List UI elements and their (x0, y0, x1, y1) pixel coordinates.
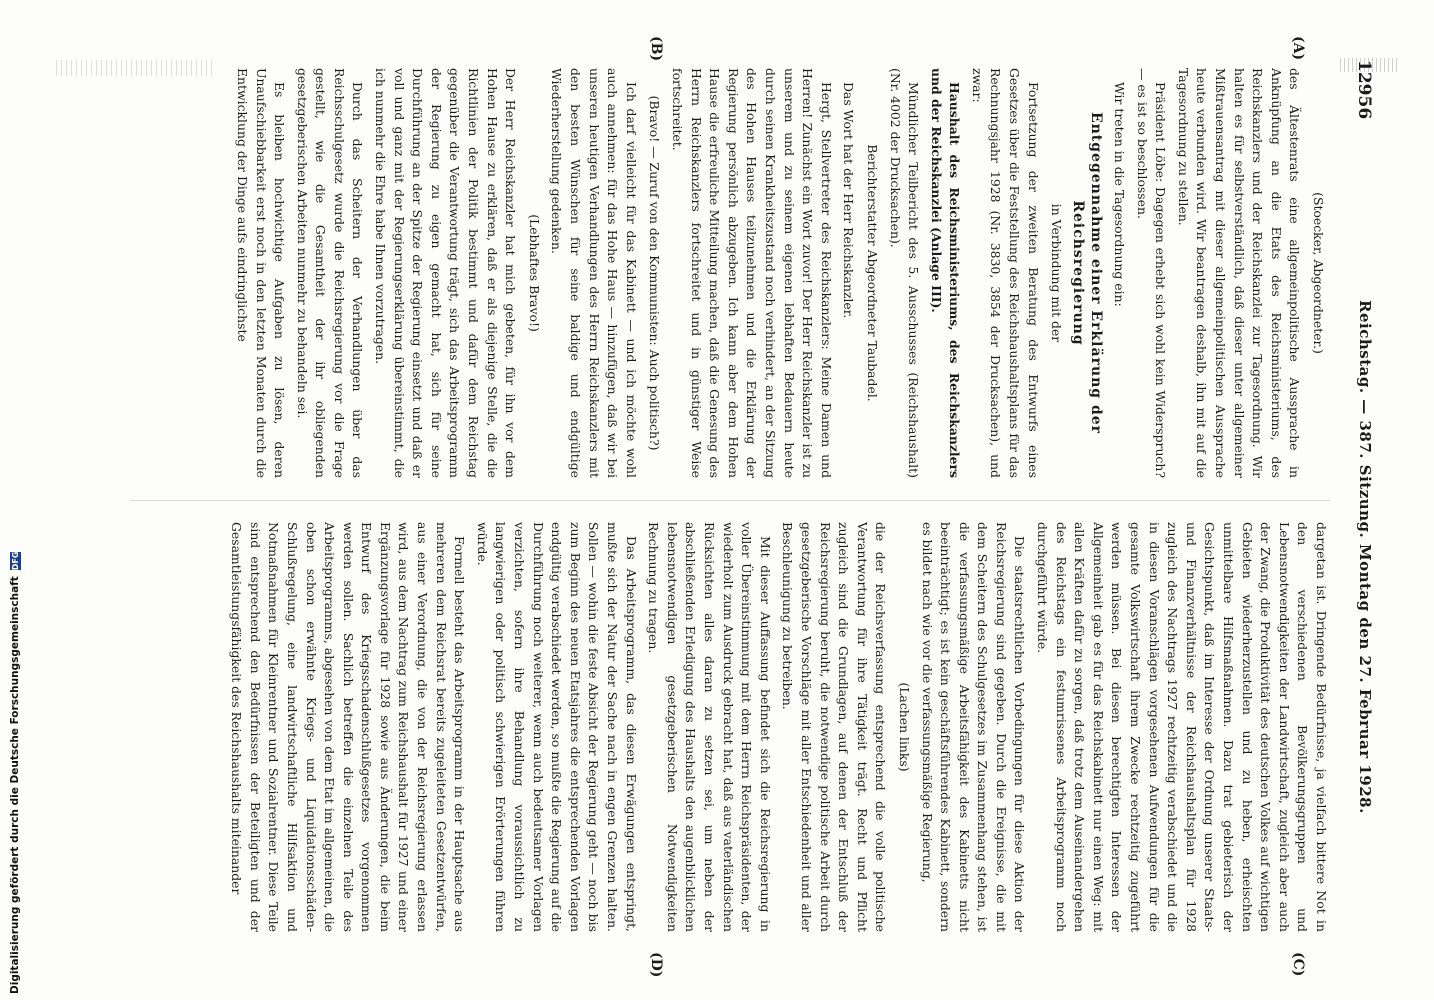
right-column-paragraph: Das Arbeitsprogramm, das diesen Erwägungen entspringt, mußte sich der Natur der Sache nach in engen Grenzen halten. Sollen — wohin die feste Absicht der Regierung geht — noch bis zum Beginn des neuen Etatsjahres die entsprechenden Vorlagen endgültig verabschiedet werden, so mußte die Regierung auf die Durchführung noch weiterer, wenn auch bedeutsamer Vorlagen verzichten, sofern ihre Behandlung voraussichtlich zu langwierigen oder politisch schwierigen Erörterungen führen würde. (474, 522, 639, 932)
left-column-paragraph: Der Herr Reichskanzler hat mich gebeten, für ihn vor dem Hohen Hause zu erklären, daß er als diejenige Stelle, die die Richtlinien der Politik bestimmt und dafür dem Reichstag gegenüber die Verantwortung trägt, sich das Arbeitsprogramm der Regierung zu eigen gemacht hat, sich für seine Durchführung an der Spitze der Regierung einsetzt und daß er voll und ganz mit der Regierungserklärung übereinstimmt, die ich nunmehr die Ehre habe Ihnen vorzutragen. (373, 68, 519, 478)
right-column-paragraph: Die staatsrechtlichen Vorbedingungen für diese Aktion der Reichsregierung sind gegeben. Durch die Ereignisse, die mit dem Scheitern des Schulgesetzes im Zusammenhang stehen, ist die verfassungsmäßige Arbeitsfähigkeit des Kabinetts nicht beeinträchtigt; es ist kein geschäftsführendes Kabinett, sondern es bildet nach wie vor die verfassungsmäßige Regierung, (919, 522, 1028, 932)
left-column-paragraph: (Lebhaftes Bravo!) (526, 214, 542, 332)
right-column-paragraph: (Lachen links) (896, 682, 912, 772)
page-number: 12956 (1354, 60, 1374, 120)
left-column-paragraph: Durch das Scheitern der Verhandlungen über das Reichsschulgesetz wurde die Reichsregierung vor die Frage gestellt, wie die Gesamtheit der ihr obliegenden gesetzgeberischen Arbeiten nunmehr zu behandeln sei. (294, 68, 366, 478)
left-column-paragraph: Berichterstatter Abgeordneter Taubadel. (864, 144, 880, 402)
running-title: Reichstag. — 387. Sitzung. Montag den 27. Februar 1928. (1356, 300, 1374, 814)
right-column-paragraph: die der Reichsverfassung entsprechend die volle politische Verantwortung für ihre Tätigkeit trägt. Recht und Pflicht zugleich sind die Grundlagen, auf denen der Entschluß der Reichsregierung beruht, die notwendige politische Arbeit durch gesetzgeberische Vorschläge mit aller Entschiedenheit und aller Beschleunigung zu betreiben. (780, 522, 889, 932)
left-column-paragraph: in Verbindung mit der (1049, 203, 1065, 343)
right-text-column (110, 522, 1330, 932)
margin-letter-b: (B) (648, 36, 664, 62)
left-column-paragraph: Entgegennahme einer Erklärung der Reichsregierung (1069, 111, 1105, 435)
right-column-paragraph: Mit dieser Auffassung befindet sich die Reichsregierung in voller Übereinstimmung mit dem Herrn Reichspräsidenten, der wiederholt zum Ausdruck gebracht hat, daß aus vaterländischen Rücksichten alles daran zu setzen sei, um neben der abschließenden Erledigung des Haushalts den augenblicklichen lebensnotwendigen gesetzgeberischen Notwendigkeiten Rechnung zu tragen. (646, 522, 773, 932)
margin-letter-a: (A) (1290, 36, 1306, 61)
left-column-paragraph: Präsident Löbe: Dagegen erhebt sich wohl kein Widerspruch? — es ist so beschlossen. (1134, 68, 1169, 478)
page-header (1348, 60, 1374, 940)
left-column-paragraph: Es bleiben hochwichtige Aufgaben zu lösen, deren Unaufschiebbarkeit erst noch in den letzten Monaten durch die Entwicklung der Dinge aufs eindringlichste (234, 68, 288, 478)
left-column-paragraph: Das Wort hat der Herr Reichskanzler. (841, 82, 857, 319)
left-column-paragraph: Haushalt des Reichsministeriums, des Reichskanzlers und der Reichskanzlei (Anlage III). (928, 68, 963, 478)
column-divider (130, 500, 1330, 501)
left-column-paragraph: (Stoecker, Abgeordneter.) (1311, 192, 1326, 354)
credit-text: Digitalisierung gefördert durch die Deutsche Forschungsgemeinschaft (9, 576, 21, 994)
left-text-column (110, 68, 1330, 478)
margin-letter-c: (C) (1290, 952, 1306, 977)
left-column-paragraph: Hergt, Stellvertreter des Reichskanzlers: Meine Damen und Herren! Zunächst ein Wort zuvor! Der Herr Reichskanzler ist zu unserem und zu seinem eigenen lebhaften Bedauern heute durch seinen Krankheitszustand noch verhindert, an der Sitzung des Hohen Hauses teilzunehmen und die Erklärung der Regierung persönlich abzugeben. Ich kann aber dem Hohen Hause die erfreuliche Mitteilung machen, daß die Genesung des Herrn Reichskanzlers fortschreitet und in günstiger Weise fortschreitet. (670, 68, 834, 478)
left-column-paragraph: Wir treten in die Tagesordnung ein: (1112, 82, 1128, 307)
margin-letter-d: (D) (648, 952, 664, 978)
right-column-paragraph: Formell besteht das Arbeitsprogramm in der Hauptsache aus mehreren dem Reichsrat bereits zugeleiteten Gesetzentwürfen, aus einer Verordnung, die von der Reichsregierung erlassen wird, aus dem Nachtrag zum Reichshaushalt für 1927 und einer Ergänzungsvorlage für 1928 sowie aus Änderungen, die beim Entwurf des Kriegsschadenschlußgesetzes vorgenommen werden sollen. Sachlich betreffen die einzelnen Teile des Arbeitsprogramms, abgesehen von dem Etat im allgemeinen, die oben schon erwähnte Kriegs- und Liquidationsschäden-Schlußregelung, eine landwirtschaftliche Hilfsaktion und Notmaßnahmen für Kleinrentner und Sozialrentner. Diese Teile sind entsprechend den Bedürfnissen der Beteiligten und der Gesamtleistungsfähigkeit des Reichshaushalts miteinander (229, 522, 468, 932)
right-column-paragraph: dargetan ist. Dringende Bedürfnisse, ja vielfach bittere Not in den verschiedenen Bevölkerungsgruppen und Lebensnotwendigkeiten der Landwirtschaft, zugleich aber auch der Zwang, die Produktivität des deutschen Volkes auf wichtigen Gebieten wiederherzustellen und zu heben, erheischten unmittelbare Hilfsmaßnahmen. Dazu trat gebieterisch der Gesichtspunkt, daß im Interesse der Ordnung unserer Staats- und Finanzverhältnisse der Reichshaushaltsplan für 1928 zugleich des Nachtrags 1927 rechtzeitig verabschiedet und die in diesen Voranschlägen vorgesehenen Aufwendungen für die gesamte Volkswirtschaft ihrem Zwecke rechtzeitig zugeführt werden müssen. Bei diesen berechtigten Interessen der Allgemeinheit gab es für das Reichskabinett nur einen Weg: mit allen Kräften dafür zu sorgen, daß trotz dem Auseinandergehen des Reichstags ein festumrissenes Arbeitsprogramm noch durchgeführt würde. (1035, 522, 1329, 932)
left-column-paragraph: (Bravo! — Zuruf von den Kommunisten: Auch politisch?) (647, 95, 663, 451)
dfg-logo: DFG (10, 551, 20, 571)
left-column-paragraph: Fortsetzung der zweiten Beratung des Entwurfs eines Gesetzes über die Feststellung des Reichshaushaltsplans für das Rechnungsjahr 1928 (Nr. 3830, 3854 der Drucksachen), und zwar: (969, 68, 1041, 478)
digitization-credit (8, 551, 22, 994)
left-column-paragraph: Ich darf vielleicht für das Kabinett — und ich möchte wohl auch annehmen: für das Hohe Haus — hinzufügen, daß wir bei unseren heutigen Verhandlungen des Herrn Reichskanzlers mit den besten Wünschen für seine baldige und endgültige Wiederherstellung gedenken. (549, 68, 639, 478)
left-column-paragraph: des Ältestenrats eine allgemeinpolitische Aussprache in Anknüpfung an die Etats des Reichsministeriums, des Reichskanzlers und der Reichskanzlei zur Tagesordnung. Wir halten es für selbstverständlich, daß dieser unter allgemeiner Mißtrauensantrag mit dieser allgemeinpolitischen Aussprache heute verbunden wird. Wir beantragen deshalb, ihn mit auf die Tagesordnung zu stellen. (1175, 68, 1303, 478)
left-column-paragraph: Mündlicher Teilbericht des 5. Ausschusses (Reichshaushalt) (Nr. 4002 der Drucksachen). (887, 68, 922, 478)
